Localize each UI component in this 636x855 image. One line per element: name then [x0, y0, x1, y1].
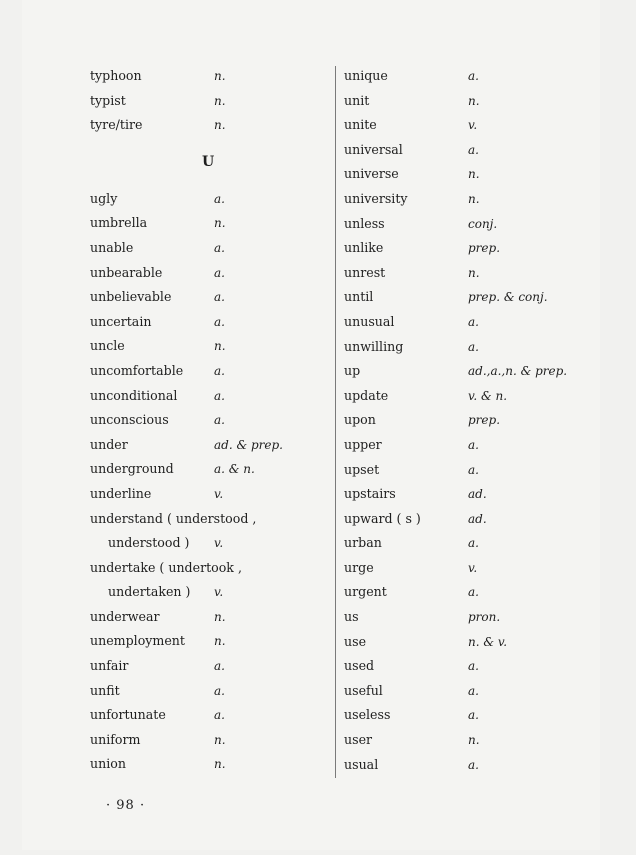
entry-row — [344, 113, 584, 138]
entry-word: unite — [344, 117, 377, 133]
entry-word: uncomfortable — [90, 362, 184, 378]
entry-row — [344, 187, 584, 212]
entry-word: unbearable — [90, 264, 163, 280]
entry-row — [90, 580, 330, 605]
entry-part-of-speech: ad.,a.,n. & prep. — [468, 364, 568, 379]
entry-part-of-speech: conj. — [468, 216, 498, 231]
entry-part-of-speech: v. — [214, 486, 224, 501]
entry-part-of-speech: a. — [468, 585, 479, 600]
entry-word: up — [344, 363, 361, 379]
entry-part-of-speech: a. — [214, 413, 225, 428]
entry-row — [344, 408, 584, 433]
entry-part-of-speech: a. — [214, 314, 225, 329]
entry-part-of-speech: n. — [468, 733, 480, 748]
entry-row — [344, 753, 584, 778]
right-column — [344, 64, 584, 777]
entry-word: unconditional — [90, 387, 178, 403]
entry-part-of-speech: ad. — [468, 487, 487, 502]
entry-part-of-speech: a. — [214, 363, 225, 378]
entry-word: union — [90, 756, 126, 772]
entry-part-of-speech: ad. — [468, 511, 487, 526]
entry-row — [344, 138, 584, 163]
entry-part-of-speech: a. & n. — [214, 462, 255, 477]
entry-part-of-speech: a. — [468, 69, 479, 83]
entry-row — [344, 236, 584, 261]
entry-word: tyre/tire — [90, 117, 143, 133]
entry-row — [344, 679, 584, 704]
entry-word: understood ) — [108, 535, 190, 551]
entry-word: used — [344, 658, 375, 674]
entry-part-of-speech: a. — [468, 536, 479, 551]
entry-row — [90, 359, 330, 384]
entry-part-of-speech: v. — [214, 536, 224, 551]
entry-row — [90, 433, 330, 458]
entry-row — [90, 556, 330, 581]
entry-word: upward ( s ) — [344, 510, 421, 526]
entry-row — [344, 335, 584, 360]
entry-row — [344, 703, 584, 728]
entry-part-of-speech: n. — [468, 93, 480, 108]
left-column — [90, 64, 330, 777]
entry-row — [90, 457, 330, 482]
entry-part-of-speech: v. — [468, 118, 478, 133]
entry-word: unless — [344, 215, 385, 231]
entry-word: understand ( understood , — [90, 510, 257, 526]
entry-part-of-speech: a. — [214, 191, 225, 206]
page-number: · 98 · — [106, 798, 146, 813]
entry-row — [90, 629, 330, 654]
entry-word: update — [344, 387, 389, 403]
entry-row — [90, 261, 330, 286]
entry-row — [90, 89, 330, 114]
entry-row — [344, 261, 584, 286]
entry-part-of-speech: a. — [468, 659, 479, 674]
entry-part-of-speech: n. & v. — [468, 634, 508, 649]
entry-part-of-speech: v. & n. — [468, 388, 508, 403]
entry-word: upstairs — [344, 486, 396, 502]
entry-row — [90, 236, 330, 261]
entry-word: university — [344, 190, 408, 206]
entry-word: unit — [344, 92, 370, 108]
entry-part-of-speech: a. — [468, 339, 479, 354]
entry-part-of-speech: a. — [468, 437, 479, 452]
entry-row — [90, 408, 330, 433]
entry-part-of-speech: a. — [468, 708, 479, 723]
entry-row — [90, 728, 330, 753]
entry-part-of-speech: n. — [214, 118, 226, 133]
entry-row — [344, 654, 584, 679]
entry-row — [90, 679, 330, 704]
left-top-entries — [90, 64, 330, 138]
entry-row — [344, 212, 584, 237]
entry-row — [344, 728, 584, 753]
entry-row — [344, 384, 584, 409]
entry-word: unwilling — [344, 338, 404, 354]
entry-word: urge — [344, 559, 374, 575]
entry-word: uncertain — [90, 313, 152, 329]
entry-row — [90, 482, 330, 507]
entry-part-of-speech: prep. — [468, 241, 501, 256]
entry-row — [90, 113, 330, 138]
entry-part-of-speech: n. — [214, 216, 226, 231]
entry-word: unfair — [90, 658, 129, 674]
entry-row — [344, 605, 584, 630]
entry-row — [344, 556, 584, 581]
entry-part-of-speech: n. — [214, 757, 226, 772]
entry-part-of-speech: n. — [468, 265, 480, 280]
entry-row — [344, 64, 584, 89]
entry-word: upset — [344, 461, 380, 477]
entry-word: unable — [90, 239, 134, 255]
entry-part-of-speech: n. — [214, 732, 226, 747]
entry-part-of-speech: a. — [214, 290, 225, 305]
entry-row — [90, 703, 330, 728]
entry-row — [90, 64, 330, 89]
entry-word: us — [344, 609, 359, 625]
entry-row — [90, 285, 330, 310]
entry-part-of-speech: a. — [468, 462, 479, 477]
entry-part-of-speech: v. — [468, 560, 478, 575]
entry-row — [90, 187, 330, 212]
entry-row — [344, 507, 584, 532]
entry-word: upon — [344, 412, 376, 428]
entry-word: usual — [344, 756, 379, 772]
entry-part-of-speech: n. — [214, 609, 226, 624]
entry-word: unemployment — [90, 633, 185, 649]
entry-row — [344, 580, 584, 605]
entry-part-of-speech: a. — [468, 757, 479, 772]
column-divider — [335, 66, 336, 778]
entry-word: unlike — [344, 240, 384, 256]
entry-row — [344, 89, 584, 114]
entry-row — [90, 507, 330, 532]
entry-part-of-speech: a. — [214, 388, 225, 403]
entry-part-of-speech: pron. — [468, 610, 501, 625]
entry-row — [90, 752, 330, 777]
entry-word: umbrella — [90, 215, 148, 231]
entry-part-of-speech: a. — [214, 659, 225, 674]
entry-part-of-speech: ad. & prep. — [214, 437, 283, 452]
entry-word: typist — [90, 92, 126, 108]
entry-row — [90, 654, 330, 679]
entry-part-of-speech: a. — [214, 708, 225, 723]
entry-part-of-speech: a. — [214, 240, 225, 255]
entry-part-of-speech: prep. — [468, 413, 501, 428]
entry-word: unbelievable — [90, 289, 172, 305]
dictionary-page — [22, 0, 600, 850]
entry-word: unrest — [344, 264, 386, 280]
entry-part-of-speech: prep. & conj. — [468, 290, 548, 305]
entry-part-of-speech: a. — [468, 142, 479, 157]
entry-word: underground — [90, 461, 174, 477]
entry-part-of-speech: n. — [468, 167, 480, 182]
entry-word: underwear — [90, 608, 160, 624]
entry-row — [90, 334, 330, 359]
entry-word: universal — [344, 141, 403, 157]
entry-part-of-speech: v. — [214, 585, 224, 600]
entry-part-of-speech: a. — [468, 683, 479, 698]
entry-row — [90, 531, 330, 556]
entry-part-of-speech: n. — [214, 634, 226, 649]
entry-row — [90, 384, 330, 409]
entry-row — [344, 433, 584, 458]
entry-part-of-speech: a. — [468, 314, 479, 329]
entry-word: ugly — [90, 190, 118, 206]
entry-word: underline — [90, 485, 152, 501]
entry-row — [344, 310, 584, 335]
entry-row — [90, 310, 330, 335]
entry-word: unique — [344, 68, 388, 83]
entry-word: useless — [344, 707, 391, 723]
entry-part-of-speech: n. — [214, 69, 226, 83]
entry-row — [344, 458, 584, 483]
entry-word: undertaken ) — [108, 584, 191, 600]
entry-word: useful — [344, 682, 383, 698]
entry-word: urgent — [344, 584, 387, 600]
entry-word: universe — [344, 166, 399, 182]
entry-word: unusual — [344, 313, 395, 329]
left-main-entries — [90, 187, 330, 777]
entry-part-of-speech: a. — [214, 265, 225, 280]
entry-row — [90, 211, 330, 236]
entry-row — [344, 630, 584, 655]
entry-word: unfit — [90, 682, 120, 698]
entry-word: user — [344, 732, 373, 748]
entry-word: uncle — [90, 338, 125, 354]
entry-word: upper — [344, 436, 382, 452]
entry-row — [344, 531, 584, 556]
entry-word: uniform — [90, 731, 141, 747]
entry-word: use — [344, 633, 367, 649]
entry-word: urban — [344, 535, 382, 551]
entry-part-of-speech: a. — [214, 683, 225, 698]
entry-word: under — [90, 436, 128, 452]
entry-part-of-speech: n. — [468, 191, 480, 206]
entry-row — [344, 359, 584, 384]
entry-row — [90, 605, 330, 630]
section-letter-heading: U — [202, 153, 215, 170]
entry-row — [344, 482, 584, 507]
entry-word: until — [344, 289, 374, 305]
entry-part-of-speech: n. — [214, 93, 226, 108]
right-entries — [344, 64, 584, 777]
entry-row — [344, 285, 584, 310]
entry-word: unconscious — [90, 412, 169, 428]
entry-word: typhoon — [90, 68, 142, 83]
entry-row — [344, 162, 584, 187]
entry-word: undertake ( undertook , — [90, 559, 242, 575]
entry-part-of-speech: n. — [214, 339, 226, 354]
entry-word: unfortunate — [90, 707, 166, 723]
